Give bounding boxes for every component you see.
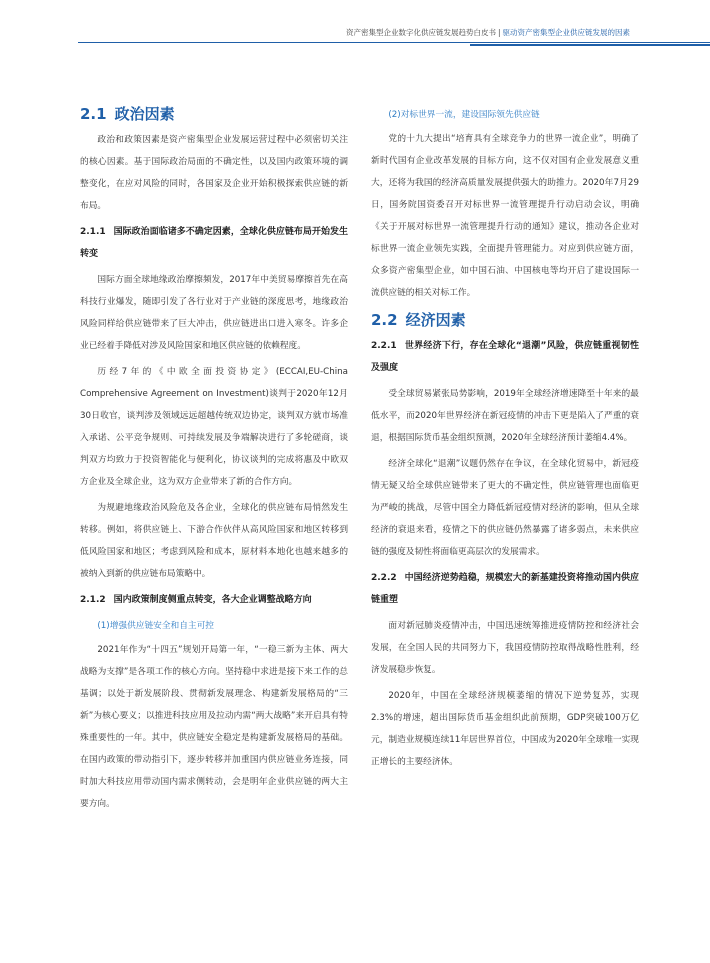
subsection-title: 国内政策制度侧重点转变，各大企业调整战略方向 (113, 595, 312, 605)
right-column (371, 104, 639, 777)
list-item-heading: (1)增强供应链安全和自主可控 (97, 621, 214, 631)
section-title: 政治因素 (114, 105, 175, 123)
subsection-title: 国际政治面临诸多不确定因素，全球化供应链布局开始发生转变 (80, 227, 348, 259)
section-intro-paragraph: 政治和政策因素是资产密集型企业发展运营过程中必须密切关注的核心因素。基于国际政治局面的不确定性，以及国内政策环境的调整变化，在应对风险的同时，各国家及企业开始积极探索供应链的新布局。 (80, 135, 348, 211)
subsection-title: 世界经济下行，存在全球化“退潮”风险，供应链重视韧性及强度 (371, 341, 639, 373)
page-header-title (346, 27, 630, 38)
paragraph: 为规避地缘政治风险危及各企业，全球化的供应链布局悄然发生转移。例如，将供应链上、下游合作伙伴从高风险国家和地区转移到低风险国家和地区；考虑到风险和成本，原材料本地化也越来越多的被纳入到新的供应链布局策略中。 (80, 503, 348, 579)
subsection-number: 2.1.1 (80, 227, 106, 237)
paragraph: 2021年作为“十四五”规划开局第一年，“一稳三新为主体、两大战略为支撑”是各项工作的核心方向。坚持稳中求进是接下来工作的总基调；以处于新发展阶段、贯彻新发展理念、构建新发展格局的“三新”为核心要义；以推进科技应用及拉动内需“两大战略”来开启具有特殊重要性的一年。其中，供应链安全稳定是构建新发展格局的基础。在国内政策的带动指引下，逐步转移并加重国内供应链业务连接，同时加大科技应用带动国内需求侧转动，会是明年企业供应链的两大主要方向。 (80, 645, 348, 809)
subsection-title: 中国经济逆势趋稳，规模宏大的新基建投资将推动国内供应链重塑 (371, 573, 639, 605)
section-number: 2.2 (371, 311, 398, 329)
subsection-heading-2-1-1 (80, 221, 348, 265)
left-column (80, 104, 348, 819)
section-heading-2-1 (80, 104, 348, 124)
section-heading-2-2 (371, 310, 639, 330)
paragraph: 面对新冠肺炎疫情冲击，中国迅速统筹推进疫情防控和经济社会发展，在全国人民的共同努力下，我国疫情防控取得战略性胜利，经济发展稳步恢复。 (371, 621, 639, 675)
list-item-heading: (2)对标世界一流，建设国际领先供应链 (388, 110, 540, 120)
paragraph: 受全球贸易紧张局势影响，2019年全球经济增速降至十年来的最低水平，而2020年世界经济在新冠疫情的冲击下更是陷入了严重的衰退，根据国际货币基金组织预测，2020年全球经济预计萎缩4.4%。 (371, 389, 639, 443)
paragraph: 党的十九大提出“培育具有全球竞争力的世界一流企业”，明确了新时代国有企业改革发展的目标方向，这不仅对国有企业发展意义重大，还将为我国的经济高质量发展提供强大的助推力。2020年7月29日，国务院国资委召开对标世界一流管理提升行动启动会议，明确《关于开展对标世界一流管理提升行动的通知》建议，推动各企业对标世界一流企业领先实践，全面提升管理能力。对应到供应链方面，众多资产密集型企业，如中国石油、中国核电等均开启了建设国际一流供应链的相关对标工作。 (371, 134, 639, 298)
subsection-heading-2-2-2 (371, 567, 639, 611)
subsection-number: 2.1.2 (80, 595, 106, 605)
header-separator: | (497, 28, 501, 37)
subsection-heading-2-2-1 (371, 335, 639, 379)
header-stripe (78, 42, 710, 46)
header-rule-thick (470, 44, 710, 46)
paragraph: 经济全球化“退潮”议题仍然存在争议，在全球化贸易中，新冠疫情无疑又给全球供应链带来了更大的不确定性，供应链管理也面临更为严峻的挑战，尽管中国全力降低新冠疫情对经济的影响，但从全球经济的衰退来看，疫情之下的供应链仍然暴露了诸多弱点，未来供应链的强度及韧性将面临更高层次的发展需求。 (371, 459, 639, 557)
subsection-number: 2.2.1 (371, 341, 397, 351)
section-number: 2.1 (80, 105, 107, 123)
subsection-number: 2.2.2 (371, 573, 397, 583)
header-doc-title: 资产密集型企业数字化供应链发展趋势白皮书 (345, 28, 496, 37)
subsection-heading-2-1-2 (80, 589, 348, 611)
paragraph: 2020年，中国在全球经济规模萎缩的情况下逆势复苏，实现2.3%的增速，超出国际货币基金组织此前预期，GDP突破100万亿元，制造业规模连续11年居世界首位，中国成为2020年全球唯一实现正增长的主要经济体。 (371, 691, 639, 767)
header-rule-thin (78, 42, 710, 43)
section-title: 经济因素 (405, 311, 466, 329)
paragraph: 国际方面全球地缘政治摩擦频发，2017年中美贸易摩擦首先在高科技行业爆发，随即引发了各行业对于产业链的深度思考，地缘政治风险同样给供应链带来了巨大冲击，供应链进出口进入寒冬。许多企业已经着手降低对涉及风险国家和地区供应链的依赖程度。 (80, 275, 348, 351)
paragraph: 历经7年的《中欧全面投资协定》(ECCAI,EU-China Comprehensive Agreement on Investment)谈判于2020年12月30日收官，谈判涉及领域远远超越传统双边协定，谈判双方就市场准入承诺、公平竞争规则、可持续发展及争端解决进行了多轮磋商，谈判双方均致力于投资智能化与便利化，协议谈判的完成将惠及中欧双方企业及全球企业，这为双方企业带来了新的合作方向。 (80, 367, 348, 487)
header-chapter-title: 驱动资产密集型企业供应链发展的因素 (502, 28, 630, 37)
